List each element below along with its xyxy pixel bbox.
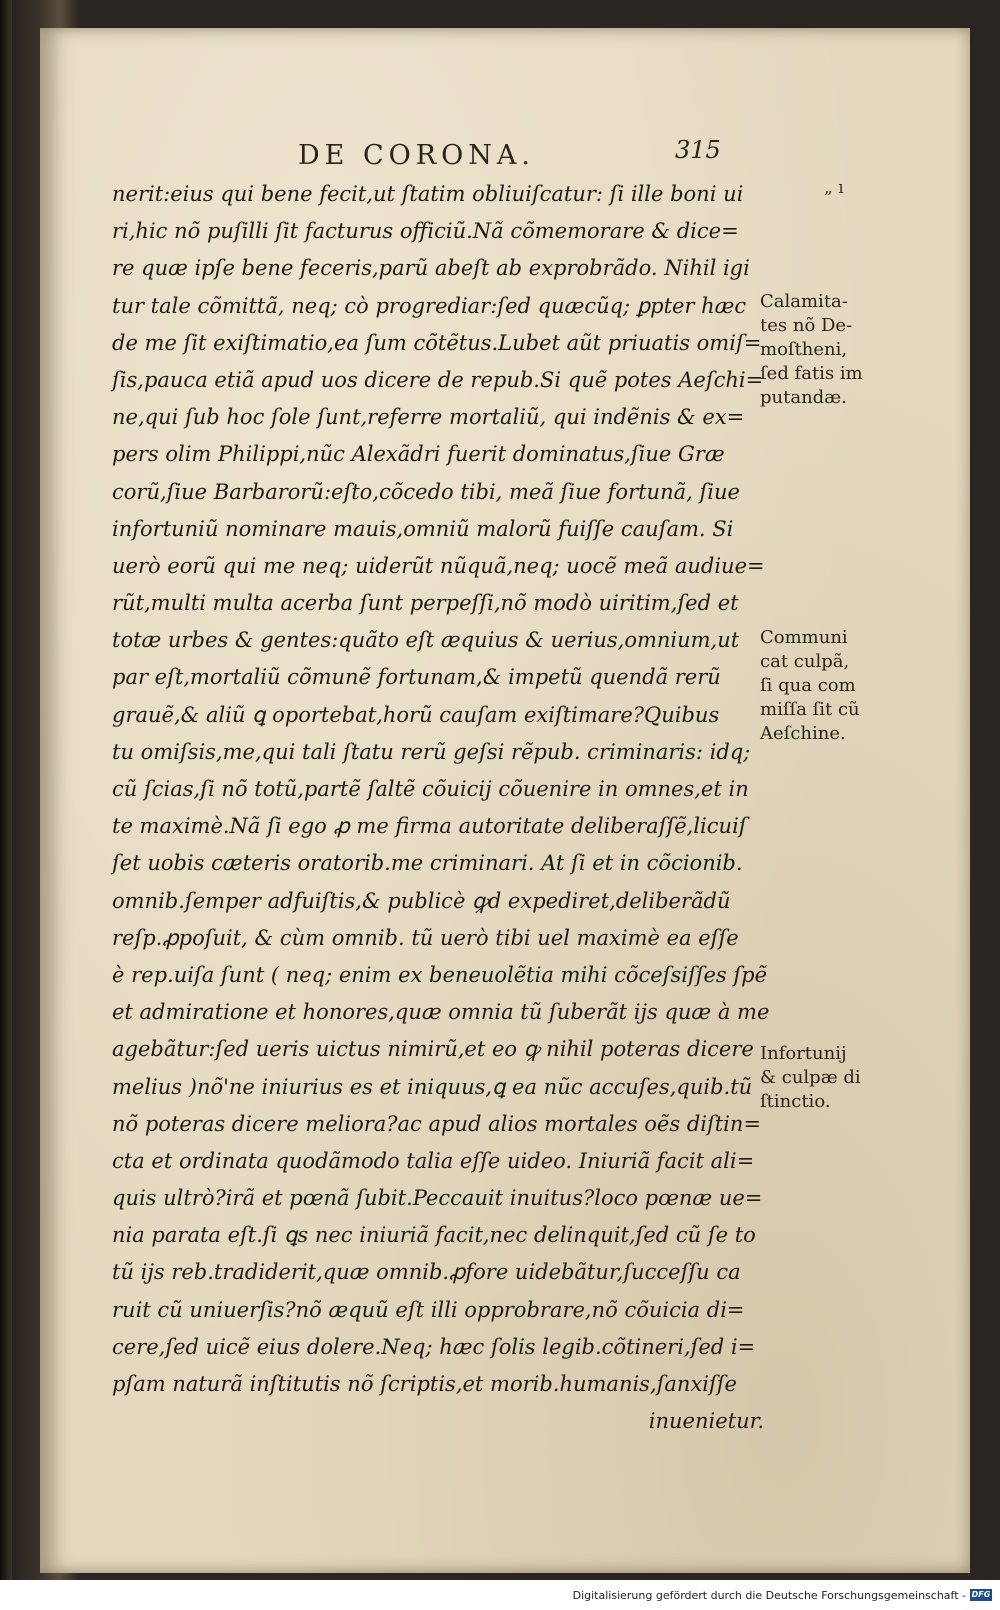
text-line: nerit:eius qui bene fecit,ut ſtatim obliuiſcatur: ſi ille boni ui <box>112 182 744 206</box>
gloss-line: putandæ. <box>760 387 847 408</box>
text-line: grauẽ,& aliũ ꝗ oportebat,horũ cauſam exiſtimare?Quibus <box>112 702 720 727</box>
text-line: reſp.ꝓpoſuit, & cùm omnib. tũ uerò tibi uel maximè ea eſſe <box>112 925 739 950</box>
gloss-line: ſtinctio. <box>760 1091 831 1112</box>
gloss-line: Calamita- <box>760 291 848 312</box>
text-line: ruit cũ uniuerſis?nõ æquũ eſt illi opprobrare,nõ cõuicia di= <box>112 1297 745 1322</box>
gloss-line: miſſa ſit cũ <box>760 699 860 720</box>
dfg-logo: DFG <box>971 1590 991 1599</box>
gloss-line: cat culpã, <box>760 651 850 672</box>
text-line: quis ultrò?irã et pœnã ſubit.Peccauit inuitus?loco pœnæ ue= <box>112 1186 763 1211</box>
text-line: nia parata eſt.ſi ꝗs nec iniuriã facit,nec delinquit,ſed cũ ſe to <box>112 1223 756 1248</box>
gloss-line: ſed fatis im <box>760 363 863 384</box>
marginal-gloss <box>760 290 863 410</box>
gloss-line: moſtheni, <box>760 339 848 360</box>
body-text <box>112 176 772 1440</box>
gloss-line: Communi <box>760 627 848 648</box>
text-line: cere,ſed uicẽ eius dolere.Neq; hæc ſolis legib.cõtineri,ſed i= <box>112 1334 756 1359</box>
text-line: infortuniũ nominare mauis,omniũ malorũ fuiſſe cauſam. Si <box>112 516 734 541</box>
text-line: rũt,multi multa acerba ſunt perpeſſi,nõ modò uiritim,ſed et <box>112 591 739 616</box>
text-line: melius )nõ'ne iniurius es et iniquus,ꝗ ea nũc accuſes,quib.tũ <box>112 1074 753 1099</box>
text-line: uerò eorũ qui me neq; uiderũt nũquã,neq; uocẽ meã audiue= <box>112 553 765 578</box>
marginal-gloss <box>760 1042 861 1114</box>
catchword: inuenietur. <box>648 1409 764 1434</box>
text-line: nõ poteras dicere meliora?ac apud alios mortales oẽs diſtin= <box>112 1111 762 1136</box>
text-line: omnib.ſemper adfuiſtis,& publicè ꝙd expediret,deliberãdũ <box>112 888 731 913</box>
text-line: tũ ijs reb.tradiderit,quæ omnib.ꝓfore uidebãtur,ſucceſſu ca <box>112 1260 741 1285</box>
text-line: pſam naturã inſtitutis nõ ſcriptis,et morib.humanis,ſanxiſſe <box>112 1372 737 1396</box>
text-line: re quæ ipſe bene feceris,parũ abeſt ab exprobrãdo. Nihil igi <box>112 256 750 281</box>
text-line: pers olim Philippi,nũc Alexãdri fuerit dominatus,ſiue Græ <box>112 442 725 467</box>
text-line: corũ,ſiue Barbarorũ:eſto,cõcedo tibi, meã ſiue fortunã, ſiue <box>112 479 740 504</box>
page-number: 315 <box>675 136 721 164</box>
text-line: de me ſit exiſtimatio,ea ſum cõtẽtus.Lubet aũt priuatis omiſ= <box>112 330 762 355</box>
gloss-line: Aeſchine. <box>760 723 846 744</box>
gloss-line: tes nõ De- <box>760 315 853 336</box>
book-binding-edge <box>0 0 12 1580</box>
gloss-line: Infortunij <box>760 1043 847 1064</box>
marginal-gloss <box>760 626 860 746</box>
text-line: cta et ordinata quodãmodo talia eſſe uideo. Iniuriã facit ali= <box>112 1148 755 1173</box>
text-line: tur tale cõmittã, neq; cò progrediar:ſed quæcũq; ꝑpter hæc <box>112 293 747 318</box>
text-line: ri,hic nõ puſilli ſit facturus officiũ.Nã cõmemorare & dice= <box>112 219 739 244</box>
text-line: tu omiſsis,me,qui tali ſtatu rerũ geſsi rẽpub. criminaris: idq; <box>112 739 751 764</box>
gloss-line: & culpæ di <box>760 1067 861 1088</box>
text-line: agebãtur:ſed ueris uictus nimirũ,et eo ꝙ nihil poteras dicere <box>112 1037 754 1062</box>
text-line: ſis,pauca etiã apud uos dicere de repub.Si quẽ potes Aeſchi= <box>112 367 764 392</box>
text-line: ſet uobis cæteris oratorib.me criminari. At ſi et in cõcionib. <box>112 851 743 876</box>
funding-credit: Digitalisierung gefördert durch die Deutsche Forschungsgemeinschaft - <box>572 1589 966 1602</box>
text-line: par eſt,mortaliũ cõmunẽ fortunam,& impetũ quendã rerũ <box>112 665 721 690</box>
text-line: cũ ſcias,ſi nõ totũ,partẽ ſaltẽ cõuicij cõuenire in omnes,et in <box>112 777 749 801</box>
corner-mark: „ ı <box>824 178 844 198</box>
book-page <box>40 28 970 1573</box>
running-title: DE CORONA. <box>298 140 535 171</box>
text-line: è rep.uiſa ſunt ( neq; enim ex beneuolẽtia mihi cõceſsiſſes ſpẽ <box>112 962 768 987</box>
text-line: totæ urbes & gentes:quãto eſt æquius & uerius,omnium,ut <box>112 628 740 653</box>
text-line: et admiratione et honores,quæ omnia tũ ſuberãt ijs quæ à me <box>112 1000 770 1025</box>
text-line: ne,qui ſub hoc ſole ſunt,referre mortaliũ, qui indẽnis & ex= <box>112 405 745 430</box>
text-line: te maximè.Nã ſi ego ꝓ me firma autoritate deliberaſſẽ,licuiſ <box>112 814 747 839</box>
gloss-line: ſi qua com <box>760 675 856 696</box>
